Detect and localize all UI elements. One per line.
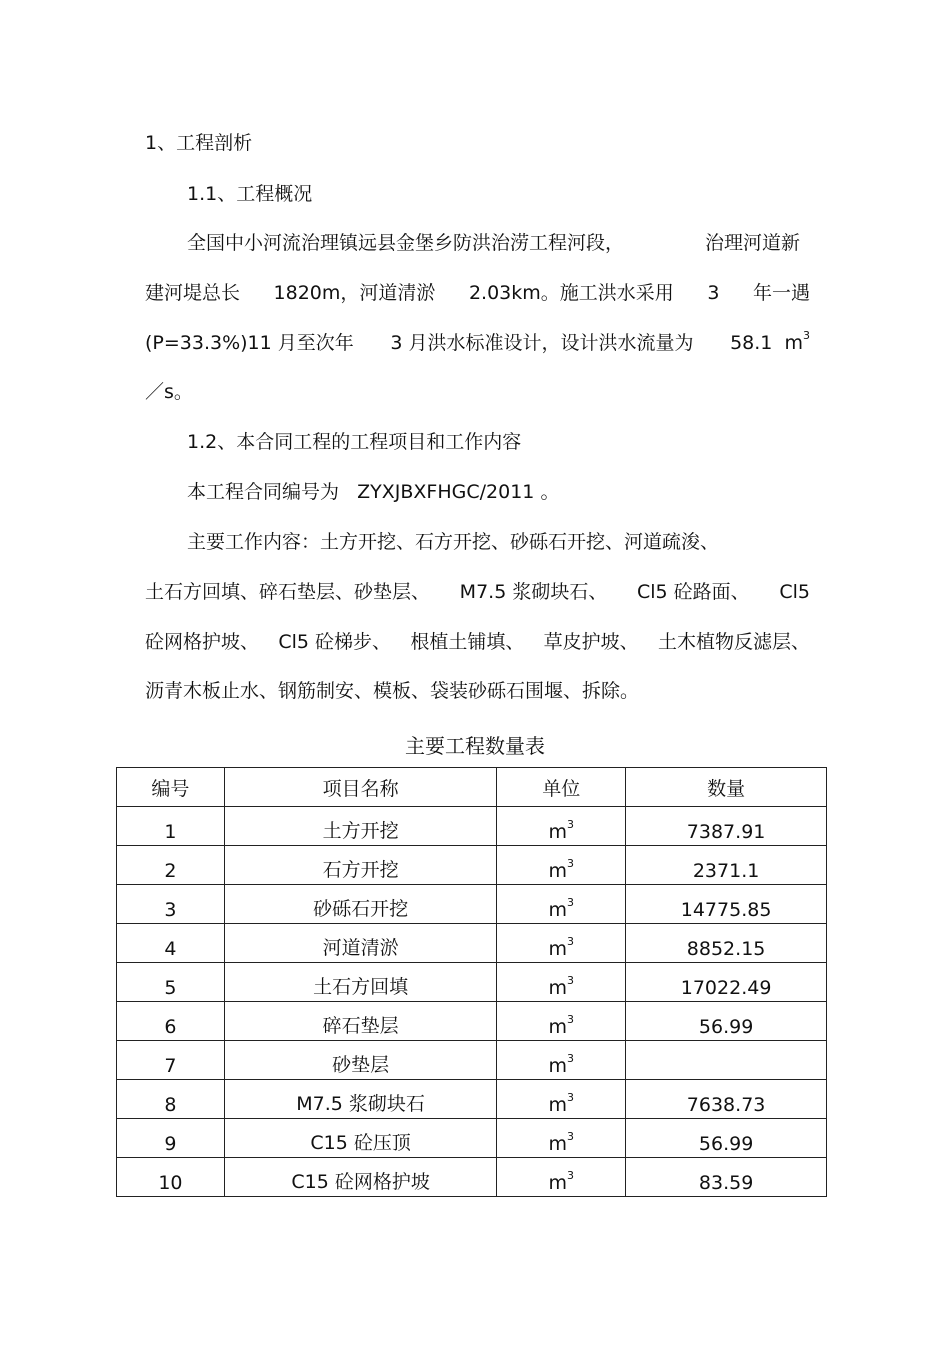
work-text: 土木植物反滤层、	[657, 631, 810, 653]
row-quantity: 14775.85	[626, 885, 827, 924]
row-unit	[497, 1158, 626, 1197]
overview-line-4: ／s。	[145, 381, 193, 403]
row-number: 7	[117, 1041, 225, 1080]
unit-base: m	[548, 821, 568, 843]
row-item-name: 碎石垫层	[224, 1002, 497, 1041]
row-quantity: 56.99	[626, 1119, 827, 1158]
row-number: 10	[117, 1158, 225, 1197]
row-quantity	[626, 1041, 827, 1080]
row-item-name: 石方开挖	[224, 846, 497, 885]
unit-exponent: 3	[567, 973, 575, 987]
unit-base: m	[548, 1172, 568, 1194]
contract-prefix: 本工程合同编号为	[187, 481, 340, 503]
table-row	[117, 1041, 827, 1080]
table-row	[117, 1158, 827, 1197]
row-quantity: 17022.49	[626, 963, 827, 1002]
table-body	[117, 807, 827, 1197]
row-item-name: 土方开挖	[224, 807, 497, 846]
row-number: 6	[117, 1002, 225, 1041]
heading-section-1-1: 1.1、工程概况	[187, 183, 313, 205]
unit-base: m	[548, 899, 568, 921]
row-unit	[497, 885, 626, 924]
table-row	[117, 1119, 827, 1158]
row-quantity: 7387.91	[626, 807, 827, 846]
row-unit	[497, 807, 626, 846]
overview-line-1	[187, 231, 800, 255]
row-number: 9	[117, 1119, 225, 1158]
overview-text: 建河堤总长	[145, 282, 241, 304]
work-text: 砼网格护坡、	[145, 631, 260, 653]
row-item-name: 砂垫层	[224, 1041, 497, 1080]
work-line-2	[145, 580, 810, 604]
row-item-name: 土石方回填	[224, 963, 497, 1002]
heading-section-1-2: 1.2、本合同工程的工程项目和工作内容	[187, 431, 522, 453]
row-unit	[497, 846, 626, 885]
work-text: Cl5 砼路面、	[636, 581, 750, 603]
unit-base: m	[548, 1055, 568, 1077]
row-unit	[497, 1002, 626, 1041]
row-number: 4	[117, 924, 225, 963]
table-header-row	[117, 768, 827, 807]
overview-text: 2.03km。施工洪水采用	[468, 282, 674, 304]
unit-exponent: 3	[567, 817, 575, 831]
header-number: 编号	[117, 768, 225, 807]
unit-base: m	[548, 1016, 568, 1038]
row-number: 5	[117, 963, 225, 1002]
row-number: 3	[117, 885, 225, 924]
overview-line-3	[145, 328, 810, 355]
row-quantity: 8852.15	[626, 924, 827, 963]
row-item-name: 河道清淤	[224, 924, 497, 963]
header-unit: 单位	[497, 768, 626, 807]
unit-exponent: 3	[567, 1051, 575, 1065]
unit-base: m	[548, 860, 568, 882]
work-line-4: 沥青木板止水、钢筋制安、模板、袋装砂砾石围堰、拆除。	[145, 680, 640, 702]
flow-unit-exponent: 3	[803, 328, 810, 342]
unit-exponent: 3	[567, 1168, 575, 1182]
work-text: Cl5 砼梯步、	[278, 631, 392, 653]
row-unit	[497, 924, 626, 963]
unit-exponent: 3	[567, 856, 575, 870]
flow-value: 58.1	[730, 332, 773, 354]
table-row	[117, 885, 827, 924]
row-item-name: C15 砼压顶	[224, 1119, 497, 1158]
unit-exponent: 3	[567, 934, 575, 948]
contract-line	[187, 480, 559, 504]
work-line-3	[145, 630, 810, 654]
row-number: 1	[117, 807, 225, 846]
row-unit	[497, 1080, 626, 1119]
contract-code: ZYXJBXFHGC/2011	[357, 481, 535, 503]
overview-text: 治理河道新	[704, 232, 800, 254]
row-number: 8	[117, 1080, 225, 1119]
table-row	[117, 807, 827, 846]
table-row	[117, 963, 827, 1002]
unit-exponent: 3	[567, 1090, 575, 1104]
work-line-1: 主要工作内容：土方开挖、石方开挖、砂砾石开挖、河道疏浚、	[187, 531, 720, 553]
unit-base: m	[548, 1133, 568, 1155]
row-quantity: 2371.1	[626, 846, 827, 885]
work-text: 根植土铺填、	[410, 631, 525, 653]
header-item-name: 项目名称	[224, 768, 497, 807]
overview-text: 1820m，河道清淤	[273, 282, 436, 304]
unit-exponent: 3	[567, 1012, 575, 1026]
unit-base: m	[548, 977, 568, 999]
unit-exponent: 3	[567, 895, 575, 909]
work-text: M7.5 浆砌块石、	[459, 581, 608, 603]
overview-text: 3	[707, 282, 720, 304]
row-item-name: 砂砾石开挖	[224, 885, 497, 924]
heading-section-1: 1、工程剖析	[145, 132, 253, 154]
row-quantity: 83.59	[626, 1158, 827, 1197]
table-caption: 主要工程数量表	[405, 734, 545, 758]
row-item-name: C15 砼网格护坡	[224, 1158, 497, 1197]
unit-base: m	[548, 938, 568, 960]
table-row	[117, 1002, 827, 1041]
overview-text	[730, 328, 810, 355]
row-unit	[497, 963, 626, 1002]
quantity-table	[116, 767, 827, 1197]
contract-suffix: 。	[540, 481, 560, 503]
overview-text: 年一遇	[752, 282, 810, 304]
row-quantity: 56.99	[626, 1002, 827, 1041]
flow-unit: m	[784, 332, 803, 354]
overview-text: (P=33.3%)11 月至次年	[145, 332, 354, 354]
table-row	[117, 846, 827, 885]
row-unit	[497, 1041, 626, 1080]
unit-base: m	[548, 1094, 568, 1116]
row-quantity: 7638.73	[626, 1080, 827, 1119]
row-unit	[497, 1119, 626, 1158]
unit-exponent: 3	[567, 1129, 575, 1143]
table-row	[117, 1080, 827, 1119]
work-text: Cl5	[779, 581, 810, 603]
overview-text: 3 月洪水标准设计，设计洪水流量为	[390, 332, 694, 354]
overview-text: 全国中小河流治理镇远县金堡乡防洪治涝工程河段，	[187, 232, 625, 254]
row-item-name: M7.5 浆砌块石	[224, 1080, 497, 1119]
row-number: 2	[117, 846, 225, 885]
overview-line-2	[145, 281, 810, 305]
header-quantity: 数量	[626, 768, 827, 807]
work-text: 草皮护坡、	[543, 631, 639, 653]
table-row	[117, 924, 827, 963]
work-text: 土石方回填、碎石垫层、砂垫层、	[145, 581, 431, 603]
